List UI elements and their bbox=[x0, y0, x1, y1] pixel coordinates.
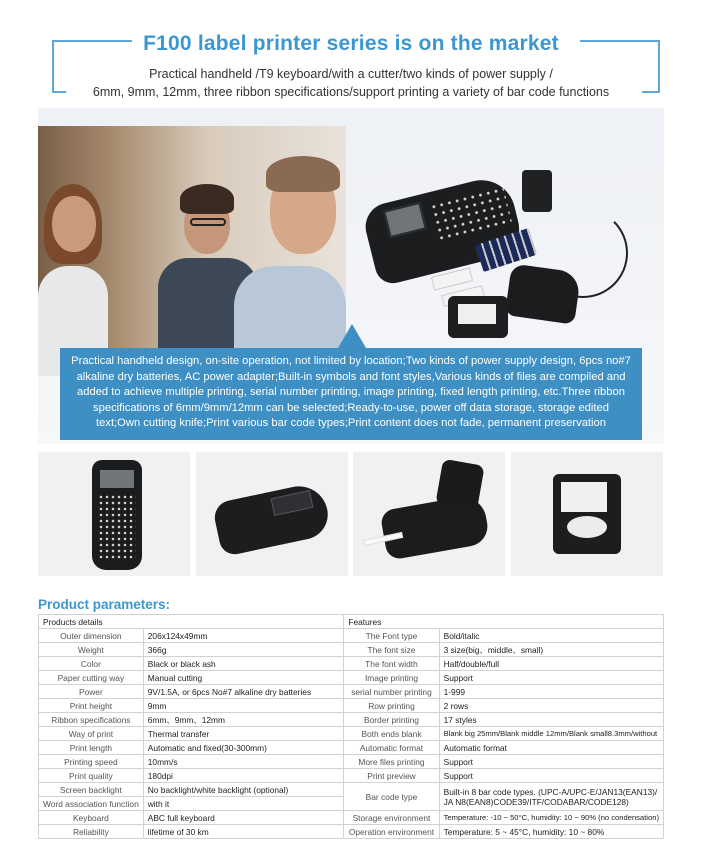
param-label: Screen backlight bbox=[39, 783, 144, 797]
table-row bbox=[39, 643, 664, 657]
param-label: Print height bbox=[39, 699, 144, 713]
feature-value: Bold/italic bbox=[439, 629, 663, 643]
thumbnail-front bbox=[38, 452, 190, 576]
param-value: Manual cutting bbox=[143, 671, 344, 685]
feature-label: Print preview bbox=[344, 769, 439, 783]
param-label: Way of print bbox=[39, 727, 144, 741]
parameters-table-body bbox=[39, 615, 664, 839]
feature-label: Image printing bbox=[344, 671, 439, 685]
feature-label: The font width bbox=[344, 657, 439, 671]
feature-value: Support bbox=[439, 755, 663, 769]
feature-value: Temperature: 5 ~ 45°C, humidity: 10 ~ 80% bbox=[439, 825, 663, 839]
param-label: Ribbon specifications bbox=[39, 713, 144, 727]
feature-value: Half/double/full bbox=[439, 657, 663, 671]
feature-value: Support bbox=[439, 671, 663, 685]
table-row bbox=[39, 783, 664, 797]
param-label: Color bbox=[39, 657, 144, 671]
param-label: Print length bbox=[39, 741, 144, 755]
feature-label: serial number printing bbox=[344, 685, 439, 699]
param-value: 366g bbox=[143, 643, 344, 657]
product-thumbnails bbox=[38, 452, 664, 576]
table-row bbox=[39, 825, 664, 839]
person-image bbox=[180, 184, 234, 214]
parameters-table bbox=[38, 614, 664, 839]
person-image bbox=[52, 196, 96, 252]
table-row bbox=[39, 671, 664, 685]
printer-image bbox=[212, 481, 333, 557]
table-row bbox=[39, 685, 664, 699]
table-row bbox=[39, 713, 664, 727]
param-value: 6mm、9mm、12mm bbox=[143, 713, 344, 727]
param-label: Reliability bbox=[39, 825, 144, 839]
glasses-icon bbox=[190, 218, 226, 226]
feature-label: Bar code type bbox=[344, 783, 439, 811]
table-row bbox=[39, 629, 664, 643]
page-title: F100 label printer series is on the market bbox=[143, 32, 559, 55]
param-value: ABC full keyboard bbox=[143, 811, 344, 825]
feature-label: Storage environment bbox=[344, 811, 439, 825]
thumbnail-battery-compartment bbox=[196, 452, 348, 576]
section-title: Product parameters: bbox=[38, 597, 171, 612]
table-row bbox=[39, 657, 664, 671]
table-row bbox=[39, 727, 664, 741]
feature-label: Row printing bbox=[344, 699, 439, 713]
table-header-right: Features bbox=[344, 615, 664, 629]
feature-label: The font size bbox=[344, 643, 439, 657]
printer-keyboard-image bbox=[98, 494, 136, 560]
tape-reel-image bbox=[567, 516, 607, 538]
cartridge-label-image bbox=[561, 482, 607, 512]
power-adapter-image bbox=[522, 170, 552, 212]
page-subtitle bbox=[0, 65, 702, 101]
param-value: Automatic and fixed(30-300mm) bbox=[143, 741, 344, 755]
thumbnail-cartridge bbox=[511, 452, 663, 576]
subtitle-line-2: 6mm, 9mm, 12mm, three ribbon specifications/support printing a variety of bar code functions bbox=[92, 85, 610, 99]
printer-lid-image bbox=[435, 459, 484, 512]
feature-value: Blank big 25mm/Blank middle 12mm/Blank small8.3mm/without bbox=[439, 727, 663, 741]
person-image bbox=[266, 156, 340, 192]
param-value: lifetime of 30 km bbox=[143, 825, 344, 839]
param-label: Print quality bbox=[39, 769, 144, 783]
feature-value: 1-999 bbox=[439, 685, 663, 699]
table-row bbox=[39, 755, 664, 769]
feature-value: 17 styles bbox=[439, 713, 663, 727]
hero-banner bbox=[38, 108, 664, 444]
param-label: Weight bbox=[39, 643, 144, 657]
table-header-left: Products details bbox=[39, 615, 344, 629]
feature-value: Temperature: -10 ~ 50°C, humidity: 10 ~ 90% (no condensation) bbox=[439, 811, 663, 825]
feature-label: Border printing bbox=[344, 713, 439, 727]
feature-value: Automatic format bbox=[439, 741, 663, 755]
feature-label: Operation environment bbox=[344, 825, 439, 839]
printer-screen-image bbox=[100, 470, 134, 488]
param-value: 9mm bbox=[143, 699, 344, 713]
feature-value: Support bbox=[439, 769, 663, 783]
feature-label: Automatic format bbox=[344, 741, 439, 755]
page-header bbox=[0, 0, 702, 110]
cartridge-label-image bbox=[458, 304, 496, 324]
param-value: Thermal transfer bbox=[143, 727, 344, 741]
feature-value: 2 rows bbox=[439, 699, 663, 713]
thumbnail-open-lid bbox=[353, 452, 505, 576]
table-row bbox=[39, 699, 664, 713]
param-label: Keyboard bbox=[39, 811, 144, 825]
param-value: with it bbox=[143, 797, 344, 811]
feature-label: More files printing bbox=[344, 755, 439, 769]
param-value: 180dpi bbox=[143, 769, 344, 783]
feature-value: 3 size(big、middle、small) bbox=[439, 643, 663, 657]
feature-description: Practical handheld design, on-site operation, not limited by location;Two kinds of power supply design, 6pcs no#7 alkaline dry batteries, AC power adapter;Built-in symbols and font styles,Various kinds of files are compiled and added to achieve multiple printing, serial number printing, image printing, fixed length printing, etc.Three ribbon specifications of 6mm/9mm/12mm can be selected;Ready-to-use, power off data storage, storage edited text;Own cutting knife;Print various bar code types;Print content does not fade, permanent preservation bbox=[60, 348, 642, 440]
param-value: 9V/1.5A, or 6pcs No#7 alkaline dry batteries bbox=[143, 685, 344, 699]
param-label: Outer dimension bbox=[39, 629, 144, 643]
table-row bbox=[39, 769, 664, 783]
table-header-row bbox=[39, 615, 664, 629]
param-label: Paper cutting way bbox=[39, 671, 144, 685]
param-label: Printing speed bbox=[39, 755, 144, 769]
param-label: Word association function bbox=[39, 797, 144, 811]
param-value: No backlight/white backlight (optional) bbox=[143, 783, 344, 797]
table-row bbox=[39, 741, 664, 755]
table-row bbox=[39, 811, 664, 825]
office-photo bbox=[38, 126, 346, 364]
feature-label: The Font type bbox=[344, 629, 439, 643]
param-value: 206x124x49mm bbox=[143, 629, 344, 643]
param-label: Power bbox=[39, 685, 144, 699]
subtitle-line-1: Practical handheld /T9 keyboard/with a cutter/two kinds of power supply / bbox=[149, 67, 553, 81]
feature-label: Both ends blank bbox=[344, 727, 439, 741]
callout-pointer bbox=[338, 324, 366, 348]
feature-value: Built-in 8 bar code types. (UPC-A/UPC-E/JAN13(EAN13)/ JA N8(EAN8)CODE39/ITF/CODABAR/CODE128) bbox=[439, 783, 663, 811]
param-value: Black or black ash bbox=[143, 657, 344, 671]
param-value: 10mm/s bbox=[143, 755, 344, 769]
